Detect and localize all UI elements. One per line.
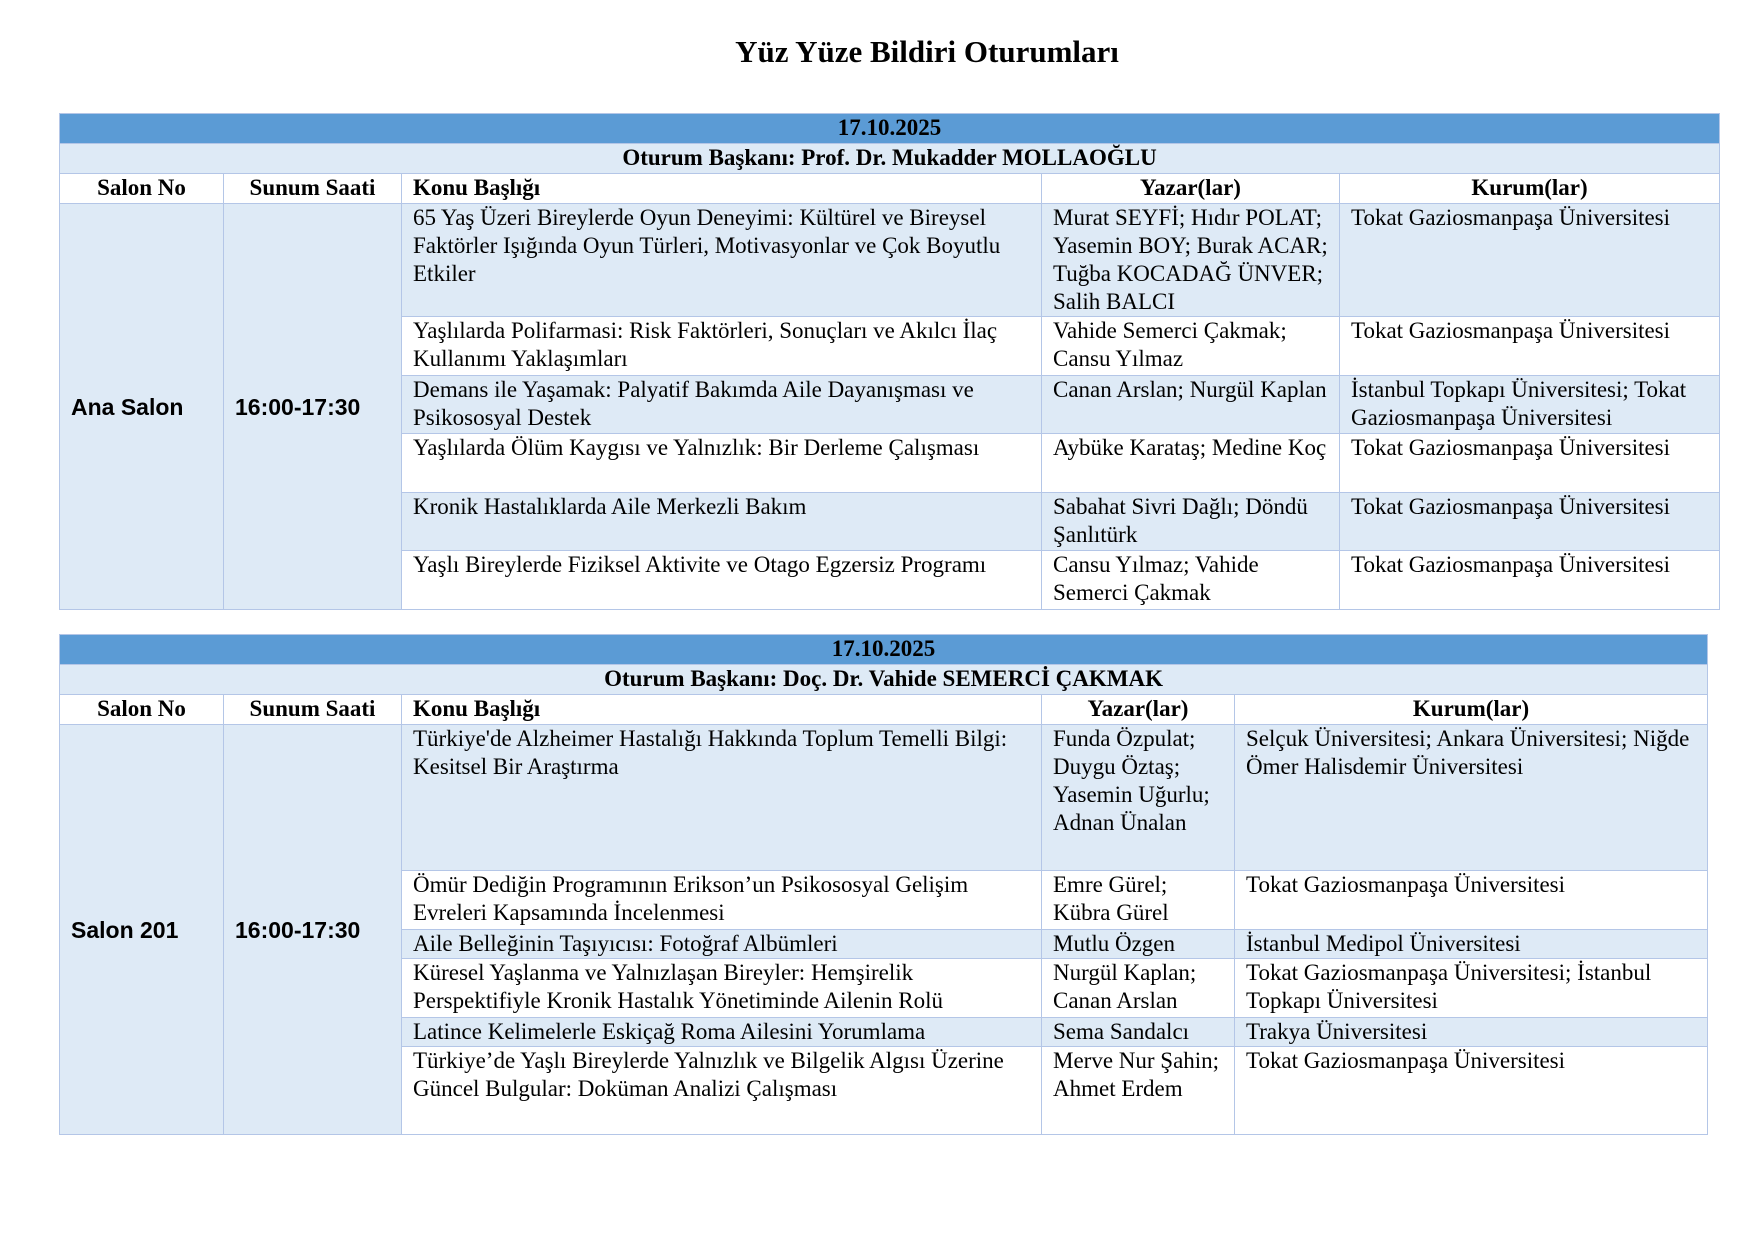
session-chair: Oturum Başkanı: Prof. Dr. Mukadder MOLLAOĞLU xyxy=(60,144,1720,174)
header-topic: Konu Başlığı xyxy=(402,695,1042,725)
header-time: Sunum Saati xyxy=(224,695,402,725)
institutions-cell: Tokat Gaziosmanpaşa Üniversitesi xyxy=(1340,434,1720,493)
session-table-2 xyxy=(59,634,1708,1135)
authors-cell: Sabahat Sivri Dağlı; Döndü Şanlıtürk xyxy=(1042,493,1340,551)
topic-cell: Demans ile Yaşamak: Palyatif Bakımda Aile Dayanışması ve Psikososyal Destek xyxy=(402,376,1042,434)
institutions-cell: Tokat Gaziosmanpaşa Üniversitesi xyxy=(1340,204,1720,317)
topic-cell: Türkiye'de Alzheimer Hastalığı Hakkında Toplum Temelli Bilgi: Kesitsel Bir Araştırma xyxy=(402,725,1042,871)
topic-cell: Küresel Yaşlanma ve Yalnızlaşan Bireyler: Hemşirelik Perspektifiyle Kronik Hastalık Yönetiminde Ailenin Rolü xyxy=(402,959,1042,1018)
salon-cell: Ana Salon xyxy=(60,204,224,610)
table-row xyxy=(60,725,1708,871)
authors-cell: Aybüke Karataş; Medine Koç xyxy=(1042,434,1340,493)
time-cell: 16:00-17:30 xyxy=(224,725,402,1135)
institutions-cell: Tokat Gaziosmanpaşa Üniversitesi xyxy=(1340,551,1720,610)
header-institutions: Kurum(lar) xyxy=(1340,174,1720,204)
topic-cell: Kronik Hastalıklarda Aile Merkezli Bakım xyxy=(402,493,1042,551)
topic-cell: Yaşlılarda Polifarmasi: Risk Faktörleri, Sonuçları ve Akılcı İlaç Kullanımı Yaklaşımları xyxy=(402,317,1042,376)
header-topic: Konu Başlığı xyxy=(402,174,1042,204)
institutions-cell: Tokat Gaziosmanpaşa Üniversitesi; İstanbul Topkapı Üniversitesi xyxy=(1235,959,1708,1018)
topic-cell: Ömür Dediğin Programının Erikson’un Psikososyal Gelişim Evreleri Kapsamında İncelenmesi xyxy=(402,871,1042,930)
institutions-cell: Tokat Gaziosmanpaşa Üniversitesi xyxy=(1340,493,1720,551)
authors-cell: Funda Özpulat; Duygu Öztaş; Yasemin Uğurlu; Adnan Ünalan xyxy=(1042,725,1235,871)
header-time: Sunum Saati xyxy=(224,174,402,204)
header-authors: Yazar(lar) xyxy=(1042,174,1340,204)
topic-cell: 65 Yaş Üzeri Bireylerde Oyun Deneyimi: Kültürel ve Bireysel Faktörler Işığında Oyun Türleri, Motivasyonlar ve Çok Boyutlu Etkiler xyxy=(402,204,1042,317)
session-table-1 xyxy=(59,113,1720,610)
institutions-cell: Tokat Gaziosmanpaşa Üniversitesi xyxy=(1340,317,1720,376)
session-date: 17.10.2025 xyxy=(60,114,1720,144)
session-chair: Oturum Başkanı: Doç. Dr. Vahide SEMERCİ ÇAKMAK xyxy=(60,665,1708,695)
authors-cell: Murat SEYFİ; Hıdır POLAT; Yasemin BOY; Burak ACAR; Tuğba KOCADAĞ ÜNVER; Salih BALCI xyxy=(1042,204,1340,317)
institutions-cell: Selçuk Üniversitesi; Ankara Üniversitesi; Niğde Ömer Halisdemir Üniversitesi xyxy=(1235,725,1708,871)
authors-cell: Nurgül Kaplan; Canan Arslan xyxy=(1042,959,1235,1018)
header-salon: Salon No xyxy=(60,695,224,725)
header-institutions: Kurum(lar) xyxy=(1235,695,1708,725)
header-authors: Yazar(lar) xyxy=(1042,695,1235,725)
authors-cell: Vahide Semerci Çakmak; Cansu Yılmaz xyxy=(1042,317,1340,376)
topic-cell: Yaşlılarda Ölüm Kaygısı ve Yalnızlık: Bir Derleme Çalışması xyxy=(402,434,1042,493)
time-cell: 16:00-17:30 xyxy=(224,204,402,610)
topic-cell: Latince Kelimelerle Eskiçağ Roma Ailesini Yorumlama xyxy=(402,1018,1042,1047)
authors-cell: Merve Nur Şahin; Ahmet Erdem xyxy=(1042,1047,1235,1135)
authors-cell: Emre Gürel; Kübra Gürel xyxy=(1042,871,1235,930)
authors-cell: Sema Sandalcı xyxy=(1042,1018,1235,1047)
topic-cell: Aile Belleğinin Taşıyıcısı: Fotoğraf Albümleri xyxy=(402,930,1042,959)
institutions-cell: Tokat Gaziosmanpaşa Üniversitesi xyxy=(1235,871,1708,930)
authors-cell: Mutlu Özgen xyxy=(1042,930,1235,959)
salon-cell: Salon 201 xyxy=(60,725,224,1135)
institutions-cell: Tokat Gaziosmanpaşa Üniversitesi xyxy=(1235,1047,1708,1135)
session-date: 17.10.2025 xyxy=(60,635,1708,665)
institutions-cell: İstanbul Topkapı Üniversitesi; Tokat Gaziosmanpaşa Üniversitesi xyxy=(1340,376,1720,434)
institutions-cell: Trakya Üniversitesi xyxy=(1235,1018,1708,1047)
page-title: Yüz Yüze Bildiri Oturumları xyxy=(735,34,1119,69)
header-salon: Salon No xyxy=(60,174,224,204)
authors-cell: Canan Arslan; Nurgül Kaplan xyxy=(1042,376,1340,434)
topic-cell: Türkiye’de Yaşlı Bireylerde Yalnızlık ve Bilgelik Algısı Üzerine Güncel Bulgular: Doküman Analizi Çalışması xyxy=(402,1047,1042,1135)
institutions-cell: İstanbul Medipol Üniversitesi xyxy=(1235,930,1708,959)
topic-cell: Yaşlı Bireylerde Fiziksel Aktivite ve Otago Egzersiz Programı xyxy=(402,551,1042,610)
table-row xyxy=(60,204,1720,317)
authors-cell: Cansu Yılmaz; Vahide Semerci Çakmak xyxy=(1042,551,1340,610)
